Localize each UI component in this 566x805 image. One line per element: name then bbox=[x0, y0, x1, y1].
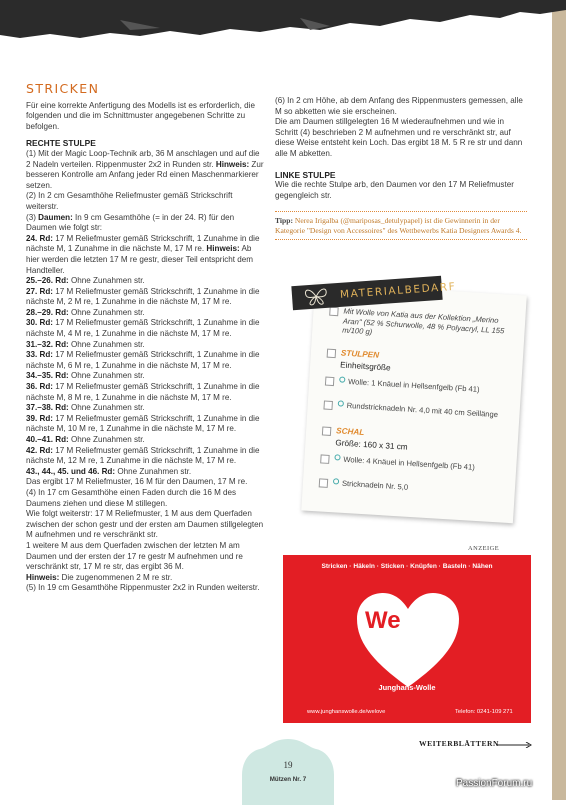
step-5: (5) In 19 cm Gesamthöhe Rippenmuster 2x2 in Runden weiterstr. bbox=[26, 583, 260, 593]
materials-box bbox=[288, 281, 534, 521]
ad-label: ANZEIGE bbox=[468, 545, 500, 552]
ad-url[interactable]: www.junghanswolle.de/welove bbox=[307, 709, 386, 715]
round-37: 37.–38. Rd: Ohne Zunahmen str. bbox=[26, 403, 145, 413]
round-43: 43., 44., 45. und 46. Rd: Ohne Zunahmen str. bbox=[26, 466, 192, 476]
ad-brand: Junghans-Wolle bbox=[378, 683, 436, 692]
round-31: 31.–32. Rd: Ohne Zunahmen str. bbox=[26, 339, 145, 349]
materials-title: MATERIALBEDARF bbox=[339, 280, 457, 301]
stulpen-wool: Wolle: 1 Knäuel in Hellsenfgelb (Fb 41) bbox=[339, 376, 509, 396]
tip-text: Nerea Irigalba (@mariposas_detulypapel) ist die Gewinnerin in der Kategorie "Design von Accessoires" des Wettbewerbs Katia Designers Awards 4. bbox=[275, 216, 522, 235]
step-6b: Die am Daumen stillgelegten 16 M wiederaufnehmen und wie in Schritt (4) beschrieben 2 M aufnehmen und re verschränkt str, auf diese Weise entsteht kein Loch. Das ergibt 18 M. 5 R re str und dann alle M abketten. bbox=[275, 117, 523, 158]
page-badge bbox=[238, 735, 338, 805]
ad-topline: Stricken · Häkeln · Sticken · Knüpfen · Basteln · Nähen bbox=[321, 563, 493, 570]
round-40: 40.–41. Rd: Ohne Zunahmen str. bbox=[26, 435, 145, 444]
round-30: 30. Rd: 17 M Reliefmuster gemäß Strickschrift, 1 Zunahme in die nächste M, 4 M re, 1 Zunahme in die nächste M, 17 M re. bbox=[26, 318, 260, 339]
step-1: (1) Mit der Magic Loop-Technik arb, 36 M anschlagen und auf die 2 Nadeln verteilen. Rippenmuster 2x2 in Runden str. Hinweis: Zur besseren Kontrolle am Anfang jeder Rd einen Maschenmarkierer setzen. bbox=[26, 148, 264, 190]
round-34: 34.–35. Rd: Ohne Zunahmen str. bbox=[26, 371, 145, 381]
tip-box bbox=[275, 211, 527, 240]
stulpen-head: STULPEN bbox=[341, 348, 380, 360]
round-33: 33. Rd: 17 M Reliefmuster gemäß Strickschrift, 1 Zunahme in die nächste M, 6 M re, 1 Zunahme in die nächste M, 17 M re. bbox=[26, 350, 260, 370]
arrow-right-icon[interactable] bbox=[496, 742, 532, 748]
step-4-note: Hinweis: Die zugenommenen 2 M re str. bbox=[26, 572, 173, 582]
round-36: 36. Rd: 17 M Reliefmuster gemäß Strickschrift, 1 Zunahme in die nächste M, 8 M re, 1 Zunahme in die nächste M, 17 M re. bbox=[26, 382, 260, 402]
round-28: 28.–29. Rd: Ohne Zunahmen str. bbox=[26, 307, 145, 317]
stulpen-size: Einheitsgröße bbox=[339, 360, 391, 373]
round-24: 24. Rd: 17 M Reliefmuster gemäß Strickschrift, 1 Zunahme in die nächste M, 1 Zunahme in die nächste M, 17 M re. Hinweis: Ab hier werden die letzten 17 M re gestr, dieser Teil entspricht dem Handteller. bbox=[26, 233, 260, 275]
step-4c: 1 weitere M aus dem Querfaden zwischen der letzten M am Daumen und der ersten der 17 re gestr M aufnehmen und re verschränkt str, 17 M re str, das ergibt 36 M. bbox=[26, 540, 243, 572]
left-column bbox=[26, 81, 266, 594]
step-7: Wie die rechte Stulpe arb, den Daumen vor den 17 M Reliefmuster gegengleich str. bbox=[275, 180, 514, 200]
next-page-link[interactable]: WEITERBLÄTTERN bbox=[419, 739, 500, 748]
step-4b: Wie folgt weiterstr: 17 M Reliefmuster, 1 M aus dem Querfaden zwischen der schon gestr und der ersten am Daumen stillgelegten M aufnehmen und re verschränkt str. bbox=[26, 509, 264, 540]
round-25: 25.–26. Rd: Ohne Zunahmen str. bbox=[26, 276, 145, 286]
step-4: (4) In 17 cm Gesamthöhe einen Faden durch die 16 M des Daumens ziehen und diese M stillegen. bbox=[26, 487, 237, 508]
step-6: (6) In 2 cm Höhe, ab dem Anfang des Rippenmusters gemessen, alle M so abketten wie sie erscheinen. bbox=[275, 96, 523, 116]
step-3: (3) Daumen: In 9 cm Gesamthöhe (= in der 24. R) für den Daumen wie folgt str: bbox=[26, 212, 235, 233]
intro-text: Für eine korrekte Anfertigung des Modells ist es erforderlich, die folgenden und die im Schnittmuster angegebenen Schritte zu befolgen. bbox=[26, 100, 255, 131]
schal-needles: Stricknadeln Nr. 5,0 bbox=[333, 478, 503, 498]
round-42: 42. Rd: 17 M Reliefmuster gemäß Strickschrift, 1 Zunahme in die nächste M, 12 M re, 1 Zunahme in die nächste M, 17 M re. bbox=[26, 445, 260, 466]
step-2: (2) In 2 cm Gesamthöhe Reliefmuster gemäß Strickschrift weiterstr. bbox=[26, 191, 233, 211]
junghans-ad[interactable] bbox=[283, 555, 531, 723]
butterfly-icon bbox=[301, 286, 330, 308]
section-title: STRICKEN bbox=[26, 81, 100, 96]
schal-wool: Wolle: 4 Knäuel in Hellsenfgelb (Fb 41) bbox=[334, 454, 504, 474]
heart-icon bbox=[353, 587, 463, 697]
torn-paper-header bbox=[0, 0, 566, 44]
schal-head: SCHAL bbox=[336, 426, 365, 437]
materials-yarn: Mit Wolle von Katia aus der Kollektion „Merino Aran" (52 % Schurwolle, 48 % Polyacryl, LL 155 m/100 g) bbox=[342, 307, 513, 346]
materials-note bbox=[301, 280, 527, 524]
round-39: 39. Rd: 17 M Reliefmuster gemäß Strickschrift, 1 Zunahme in die nächste M, 10 M re, 1 Zunahme in die nächste M, 17 M re. bbox=[26, 413, 260, 434]
ad-phone: Telefon: 0241-109 271 bbox=[455, 709, 513, 715]
tip-label: Tipp: bbox=[275, 216, 294, 226]
magazine-name: Mützen Nr. 7 bbox=[269, 776, 307, 783]
right-column bbox=[275, 96, 527, 240]
stulpen-needles: Rundstricknadeln Nr. 4,0 mit 40 cm Seillänge bbox=[337, 400, 507, 420]
subtitle-left-cuff: LINKE STULPE bbox=[275, 169, 336, 180]
schal-size: Größe: 160 x 31 cm bbox=[335, 438, 408, 452]
page-edge-strip bbox=[552, 0, 566, 800]
page-number: 19 bbox=[283, 760, 293, 770]
watermark: PassionForum.ru bbox=[456, 778, 533, 789]
result-text: Das ergibt 17 M Reliefmuster, 16 M für den Daumen, 17 M re. bbox=[26, 477, 248, 487]
round-27: 27. Rd: 17 M Reliefmuster gemäß Strickschrift, 1 Zunahme in die nächste M, 2 M re, 1 Zunahme in die nächste M, 17 M re. bbox=[26, 286, 260, 307]
ad-we-text: We bbox=[365, 607, 401, 634]
subtitle-right-cuff: RECHTE STULPE bbox=[26, 138, 96, 149]
